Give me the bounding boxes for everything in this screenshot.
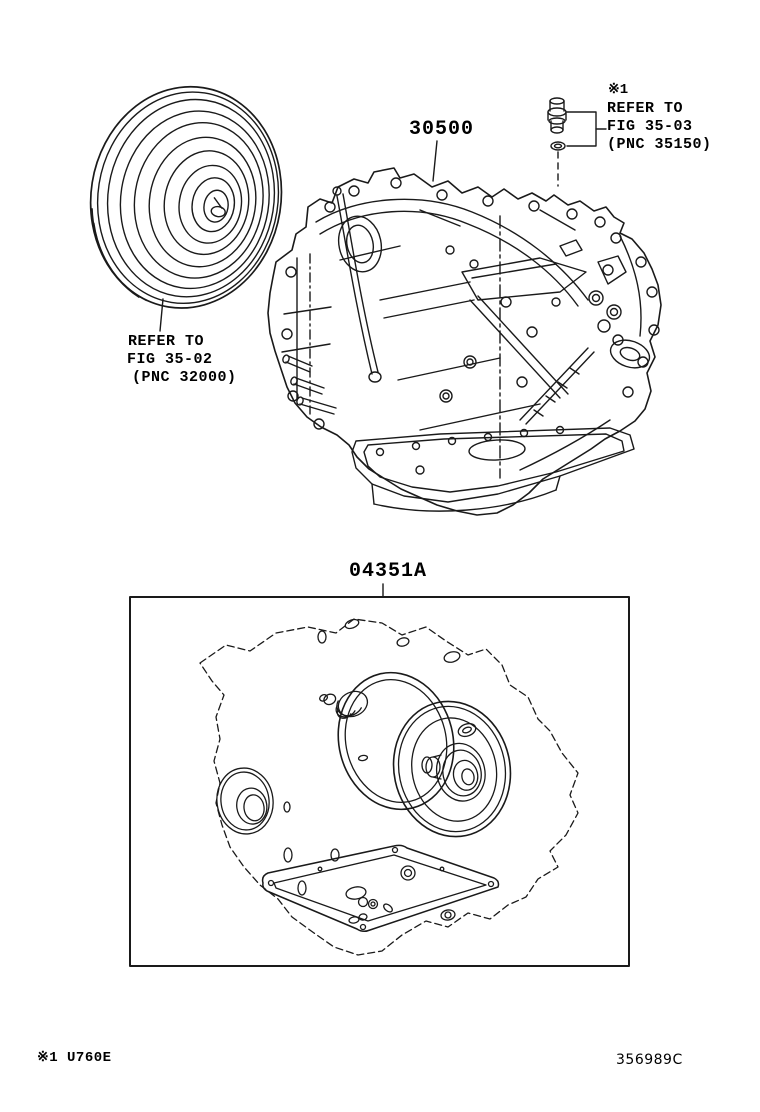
gasket-kit-box bbox=[130, 597, 629, 966]
breather-ref-mark: ※1 bbox=[608, 82, 629, 98]
torque-converter-ref-line-1: REFER TO bbox=[128, 333, 205, 350]
drawing-code: 356989C bbox=[616, 1052, 683, 1068]
transaxle-icon bbox=[268, 168, 661, 515]
breather-ref-line-1: REFER TO bbox=[607, 100, 684, 117]
breather-ref-line-2: FIG 35-03 bbox=[607, 118, 693, 135]
part-number-30500: 30500 bbox=[409, 118, 475, 141]
torque-converter-leader-line bbox=[160, 299, 163, 331]
footnote-model-note: ※1 U760E bbox=[37, 1050, 112, 1066]
torque-converter-ref-line-3: (PNC 32000) bbox=[132, 369, 237, 386]
part-number-04351A: 04351A bbox=[349, 560, 428, 583]
gasket-kit-icon bbox=[200, 618, 578, 955]
breather-plug-icon bbox=[548, 98, 566, 150]
transaxle-leader-line bbox=[433, 141, 437, 181]
torque-converter-ref-line-2: FIG 35-02 bbox=[127, 351, 213, 368]
torque-converter-icon bbox=[75, 73, 297, 322]
breather-ref-line-3: (PNC 35150) bbox=[607, 136, 712, 153]
breather-ref-bracket bbox=[558, 112, 606, 186]
